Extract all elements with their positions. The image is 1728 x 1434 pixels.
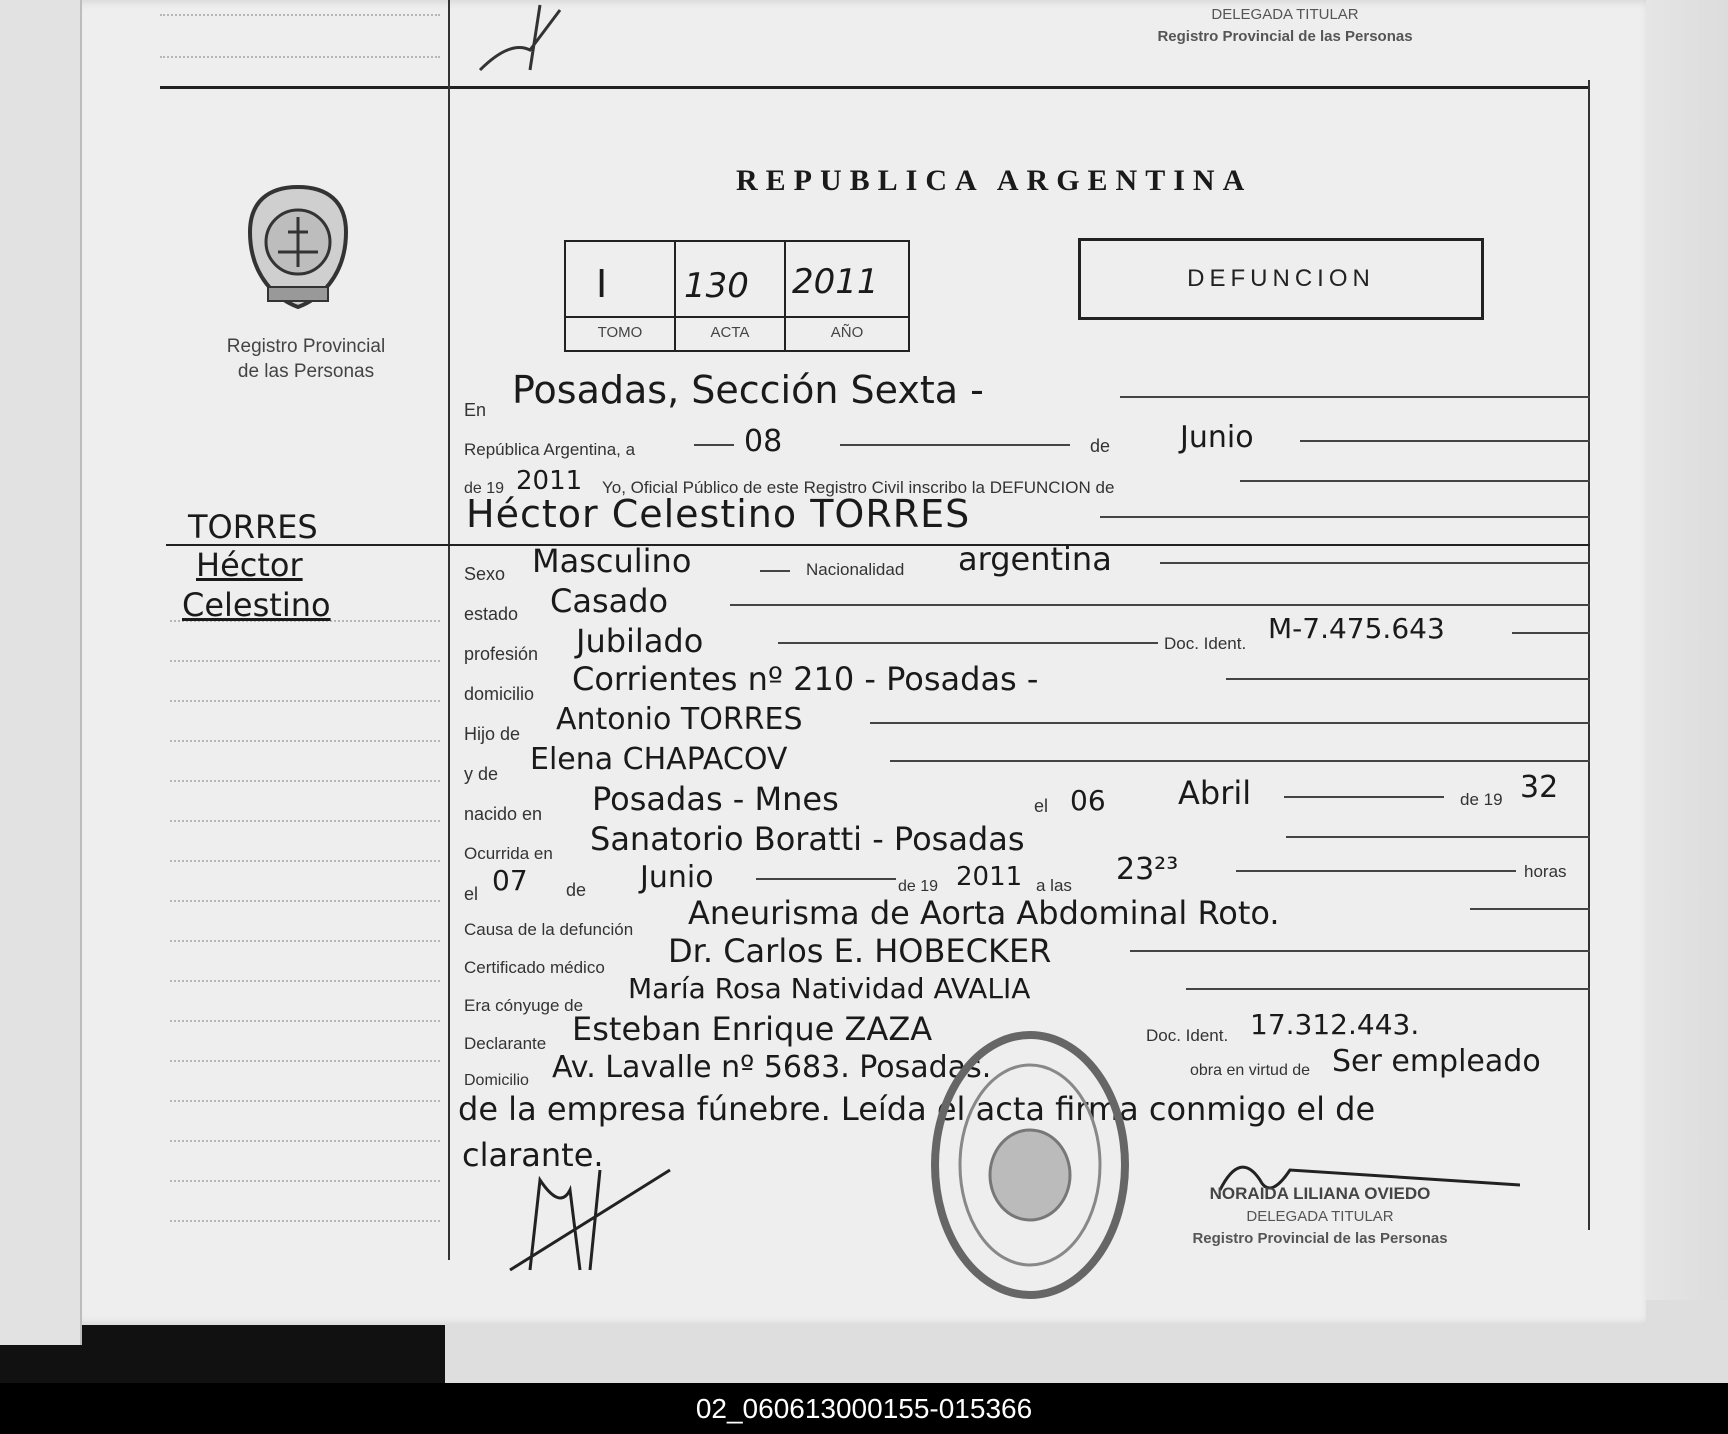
label-estado: estado [464, 604, 519, 624]
physician-value: Dr. Carlos E. HOBECKER [668, 932, 1052, 970]
record-number-box [564, 240, 910, 352]
country-title: REPUBLICA ARGENTINA [736, 164, 1253, 197]
declarant-document: 17.312.443. [1250, 1008, 1420, 1041]
death-year: 2011 [956, 862, 1023, 892]
tomo-label: TOMO [597, 324, 643, 341]
label-el-death: el [464, 884, 479, 904]
death-place-value: Sanatorio Boratti - Posadas [590, 820, 1025, 858]
label-domicilio-2: Domicilio [464, 1072, 529, 1089]
capacity-value: Ser empleado [1332, 1044, 1541, 1079]
label-yo-oficial: Yo, Oficial Público de este Registro Civil inscribo la DEFUNCION de [602, 478, 1115, 497]
official-name: NORAIDA LILIANA OVIEDO [1209, 1184, 1431, 1203]
label-horas: horas [1524, 862, 1567, 881]
text-line-3: clarante. [462, 1136, 604, 1174]
label-causa: Causa de la defunción [464, 920, 634, 939]
mother-value: Elena CHAPACOV [530, 742, 788, 777]
record-type-box: DEFUNCION [1078, 238, 1484, 320]
margin-surname: TORRES [188, 508, 318, 546]
death-month: Junio [640, 860, 714, 895]
spouse-value: María Rosa Natividad AVALIA [628, 972, 1031, 1005]
label-hijo-de: Hijo de [464, 724, 521, 744]
label-doc-ident-2: Doc. Ident. [1146, 1026, 1229, 1045]
document-value: M-7.475.643 [1268, 612, 1445, 645]
marital-status-value: Casado [550, 582, 669, 620]
birth-year: 32 [1520, 770, 1559, 805]
label-de: de [1090, 436, 1111, 456]
official-seal [925, 1020, 1135, 1310]
margin-name-2: Celestino [182, 586, 331, 624]
address-value: Corrientes nº 210 - Posadas - [572, 660, 1039, 698]
official-office: Registro Provincial de las Personas [1192, 1230, 1448, 1247]
tomo-value: I [596, 262, 608, 306]
margin-divider [448, 0, 450, 1260]
death-day: 07 [492, 864, 528, 897]
registration-year: 2011 [516, 466, 583, 496]
nationality-value: argentina [958, 540, 1112, 578]
acta-label: ACTA [710, 324, 750, 341]
label-el: el [1034, 796, 1049, 816]
label-de-death: de [566, 880, 587, 900]
declarant-signature [500, 1150, 680, 1280]
label-de19: de 19 [464, 480, 505, 497]
top-stamp-office: Registro Provincial de las Personas [1157, 28, 1413, 45]
father-value: Antonio TORRES [556, 702, 803, 737]
label-y-de: y de [464, 764, 499, 784]
right-border [1588, 80, 1590, 1230]
label-conyuge: Era cónyuge de [464, 996, 584, 1015]
ano-label: AÑO [830, 324, 864, 341]
label-obra: obra en virtud de [1190, 1062, 1311, 1079]
text-line-2: de la empresa fúnebre. Leída el acta firma conmigo el de [458, 1090, 1376, 1128]
birth-day: 06 [1070, 784, 1106, 817]
ano-value: 2011 [792, 262, 879, 302]
label-de19-birth: de 19 [1460, 790, 1503, 809]
label-nacido-en: nacido en [464, 804, 543, 824]
profession-value: Jubilado [576, 622, 704, 660]
acta-value: 130 [684, 266, 749, 306]
label-profesion: profesión [464, 644, 539, 664]
registry-name [196, 334, 416, 384]
declarant-address: Av. Lavalle nº 5683. Posadas. [552, 1050, 992, 1085]
death-time: 23²³ [1116, 852, 1179, 887]
label-ocurrida-en: Ocurrida en [464, 844, 553, 863]
registration-day: 08 [744, 424, 783, 459]
sex-value: Masculino [532, 542, 692, 580]
document-id-bar: 02_060613000155-015366 [0, 1383, 1728, 1434]
top-rule [160, 86, 1590, 89]
top-signature [470, 0, 590, 80]
label-nacionalidad: Nacionalidad [806, 560, 905, 579]
label-de19-death: de 19 [898, 878, 939, 895]
declarant-value: Esteban Enrique ZAZA [572, 1010, 933, 1048]
label-en: En [464, 400, 487, 420]
registry-line-2: de las Personas [237, 361, 375, 382]
name-separator [166, 544, 1590, 546]
official-role: DELEGADA TITULAR [1246, 1208, 1394, 1225]
label-sexo: Sexo [464, 564, 506, 584]
registration-month: Junio [1180, 420, 1254, 455]
coat-of-arms-icon [238, 182, 358, 312]
place-of-registration: Posadas, Sección Sexta - [512, 368, 984, 412]
label-republica: República Argentina, a [464, 440, 636, 459]
margin-name-1: Héctor [196, 546, 303, 584]
background-right [1640, 0, 1728, 1380]
birthplace-value: Posadas - Mnes [592, 780, 839, 818]
deceased-name: Héctor Celestino TORRES [466, 492, 971, 536]
label-domicilio: domicilio [464, 684, 535, 704]
birth-month: Abril [1178, 774, 1252, 812]
cause-of-death: Aneurisma de Aorta Abdominal Roto. [688, 894, 1280, 932]
facing-page-edge [0, 0, 82, 1345]
label-a-las: a las [1036, 876, 1072, 895]
top-stamp-role: DELEGADA TITULAR [1211, 6, 1359, 23]
label-doc-ident: Doc. Ident. [1164, 634, 1247, 653]
label-declarante: Declarante [464, 1034, 547, 1053]
label-certificado: Certificado médico [464, 958, 605, 977]
registry-line-1: Registro Provincial [226, 336, 386, 357]
